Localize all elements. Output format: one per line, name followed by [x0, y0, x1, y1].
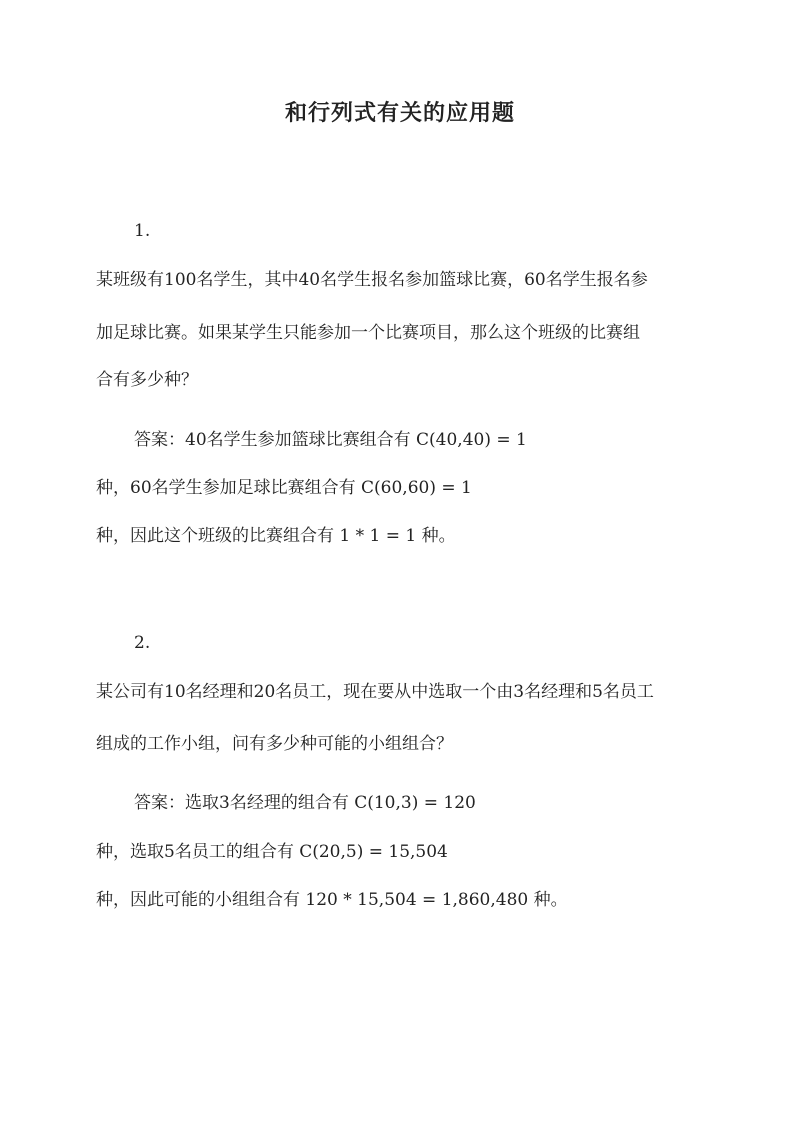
question-2-text-line-2: 组成的工作小组，问有多少种可能的小组组合？	[96, 734, 453, 754]
answer-1-line-1: 答案：40名学生参加篮球比赛组合有 C(40,40) = 1	[134, 430, 527, 450]
answer-1-line-2: 种，60名学生参加足球比赛组合有 C(60,60) = 1	[96, 478, 472, 498]
answer-2-line-3: 种，因此可能的小组组合有 120 * 15,504 = 1,860,480 种。	[96, 890, 568, 910]
answer-2-line-2: 种，选取5名员工的组合有 C(20,5) = 15,504	[96, 842, 448, 862]
question-2-number: 2.	[134, 633, 151, 653]
question-1-text-line-2: 加足球比赛。如果某学生只能参加一个比赛项目，那么这个班级的比赛组	[96, 323, 640, 343]
answer-1-line-3: 种，因此这个班级的比赛组合有 1 * 1 = 1 种。	[96, 526, 456, 546]
question-1-text-line-1: 某班级有100名学生，其中40名学生报名参加篮球比赛，60名学生报名参	[96, 270, 648, 290]
page-title: 和行列式有关的应用题	[284, 100, 515, 126]
question-1-number: 1.	[134, 221, 151, 241]
question-1-text-line-3: 合有多少种？	[96, 370, 198, 390]
question-2-text-line-1: 某公司有10名经理和20名员工，现在要从中选取一个由3名经理和5名员工	[96, 682, 654, 702]
answer-2-line-1: 答案：选取3名经理的组合有 C(10,3) = 120	[134, 793, 476, 813]
